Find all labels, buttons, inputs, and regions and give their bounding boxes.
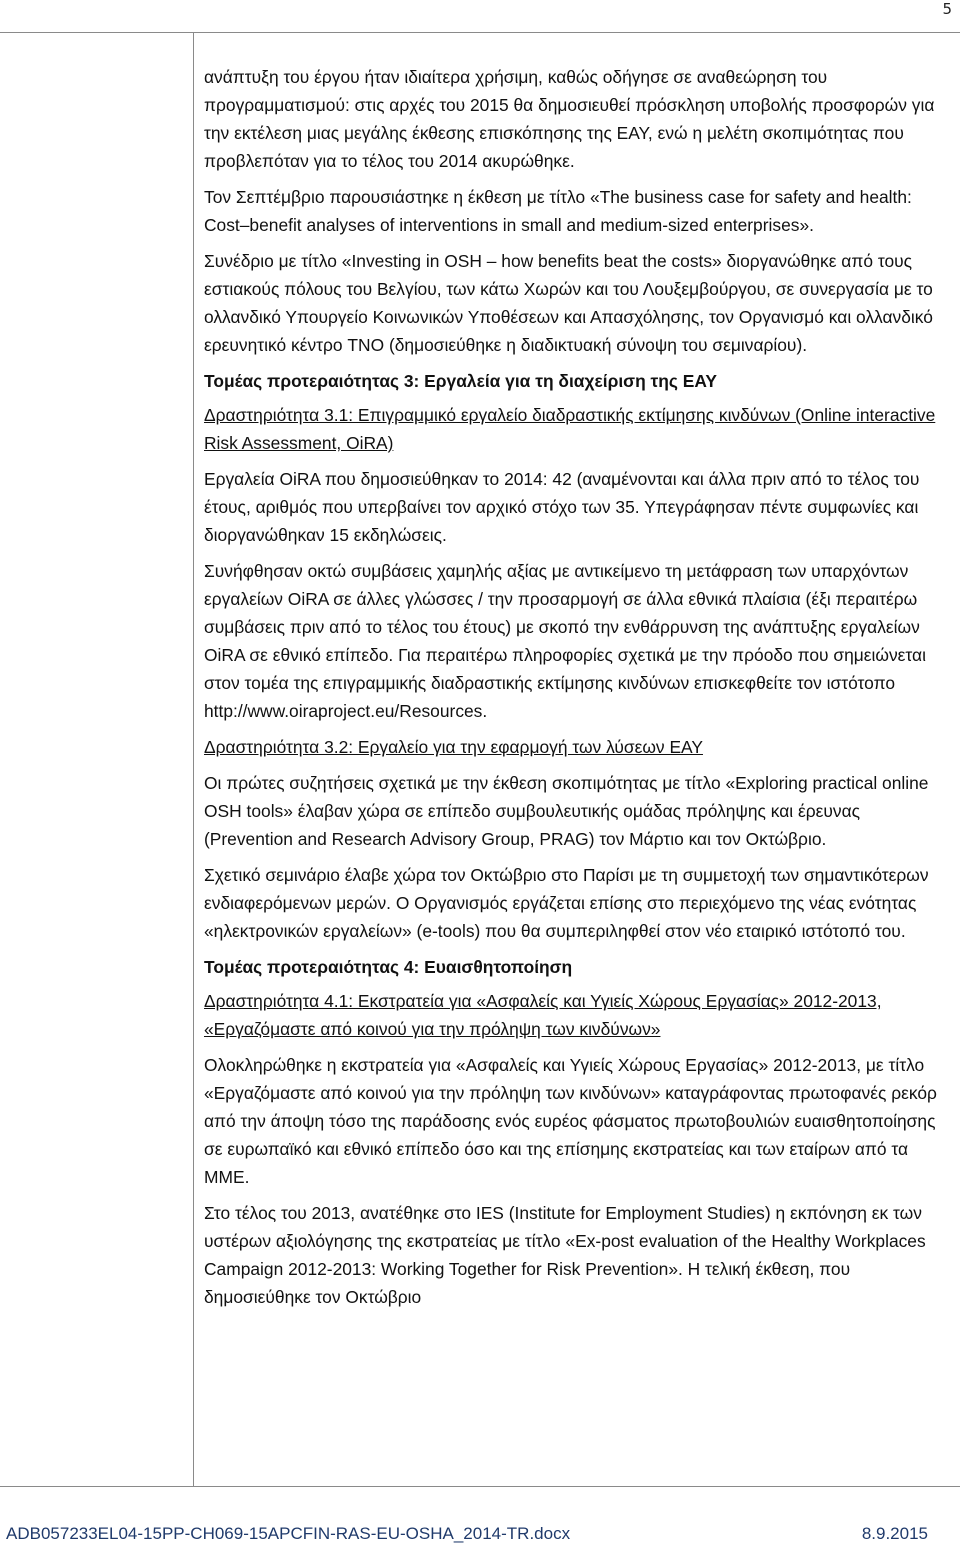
body-paragraph: Συνήφθησαν οκτώ συμβάσεις χαμηλής αξίας με αντικείμενο τη μετάφραση των υπαρχόντων εργαλείων OiRA σε άλλες γλώσσες / την προσαρμογή σε άλλα εθνικά πλαίσια (έξι περαιτέρω συμβάσεις πριν από το τέλος του έτους) με σκοπό την ενθάρρυνση της ανάπτυξης εργαλείων OiRA σε εθνικό επίπεδο. Για περαιτέρω πληροφορίες σχετικά με την πρόοδο που σημειώνεται στον τομέα της επιγραμμικής διαδραστικής εκτίμησης κινδύνων επισκεφθείτε τον ιστότοπο http://www.oiraproject.eu/Resources.: [204, 561, 926, 721]
body-paragraph: Οι πρώτες συζητήσεις σχετικά με την έκθεση σκοπιμότητας με τίτλο «Exploring practical online OSH tools» έλαβαν χώρα σε επίπεδο συμβουλευτικής ομάδας πρόληψης και έρευνας (Prevention and Research Advisory Group, PRAG) τον Μάρτιο και τον Οκτώβριο.: [204, 773, 929, 849]
page-number: 5: [942, 0, 952, 18]
activity-heading: Δραστηριότητα 4.1: Εκστρατεία για «Ασφαλείς και Υγιείς Χώρους Εργασίας» 2012-2013, «Εργαζόμαστε από κοινού για την πρόληψη των κινδύνων»: [204, 991, 882, 1039]
frame-bottom-rule: [0, 1486, 960, 1487]
body-paragraph: Στο τέλος του 2013, ανατέθηκε στο IES (Institute for Employment Studies) η εκπόνηση εκ των υστέρων αξιολόγησης της εκστρατείας με τίτλο «Ex-post evaluation of the Healthy Workplaces Campaign 2012-2013: Working Together for Risk Prevention». Η τελική έκθεση, που δημοσιεύθηκε τον Οκτώβριο: [204, 1203, 926, 1307]
body-paragraph: Σχετικό σεμινάριο έλαβε χώρα τον Οκτώβριο στο Παρίσι με τη συμμετοχή των σημαντικότερων ενδιαφερόμενων μερών. Ο Οργανισμός εργάζεται επίσης στο περιεχόμενο της νέας ενότητας «ηλεκτρονικών εργαλείων» (e-tools) που θα συμπεριληφθεί στον νέο εταιρικό ιστότοπό του.: [204, 865, 929, 941]
body-paragraph: ανάπτυξη του έργου ήταν ιδιαίτερα χρήσιμη, καθώς οδήγησε σε αναθεώρηση του προγραμματισμού: στις αρχές του 2015 θα δημοσιευθεί πρόσκληση υποβολής προσφορών για την εκτέλεση μιας μεγάλης έκθεσης επισκόπησης της ΕΑΥ, ενώ η μελέτη σκοπιμότητας που προβλεπόταν για το τέλος του 2014 ακυρώθηκε.: [204, 67, 935, 171]
body-paragraph: Εργαλεία OiRA που δημοσιεύθηκαν το 2014: 42 (αναμένονται και άλλα πριν από το τέλος του έτους, αριθμός που υπερβαίνει τον αρχικό στόχο των 35. Υπεγράφησαν πέντε συμφωνίες και διοργανώθηκαν 15 εκδηλώσεις.: [204, 469, 920, 545]
activity-heading: Δραστηριότητα 3.2: Εργαλείο για την εφαρμογή των λύσεων ΕΑΥ: [204, 737, 703, 757]
body-paragraph: Ολοκληρώθηκε η εκστρατεία για «Ασφαλείς και Υγιείς Χώρους Εργασίας» 2012-2013, με τίτλο «Εργαζόμαστε από κοινού για την πρόληψη των κινδύνων» καταγράφοντας πρωτοφανές ρεκόρ από την άποψη τόσο της παράδοσης ενός ευρέος φάσματος πρωτοβουλιών ευαισθητοποίησης σε ευρωπαϊκό και εθνικό επίπεδο όσο και της επίσημης εκστρατείας και των εταίρων από τα ΜΜΕ.: [204, 1055, 937, 1187]
frame-top-rule: [0, 32, 960, 33]
activity-heading: Δραστηριότητα 3.1: Επιγραμμικό εργαλείο διαδραστικής εκτίμησης κινδύνων (Online interactive Risk Assessment, OiRA): [204, 405, 936, 453]
section-heading: Τομέας προτεραιότητας 3: Εργαλεία για τη διαχείριση της ΕΑΥ: [204, 371, 717, 391]
footer-date: 8.9.2015: [861, 1524, 928, 1543]
section-heading: Τομέας προτεραιότητας 4: Ευαισθητοποίηση: [204, 957, 573, 977]
body-paragraph: Τον Σεπτέμβριο παρουσιάστηκε η έκθεση με τίτλο «The business case for safety and health: Cost‒benefit analyses of interventions in small and medium-sized enterprises».: [204, 187, 912, 235]
footer-document-id: ADB057233EL04-15PP-CH069-15APCFIN-RAS-EU-OSHA_2014-TR.docx: [6, 1524, 571, 1543]
document-body: [204, 63, 944, 1319]
frame-left-rule: [193, 32, 194, 1486]
body-paragraph: Συνέδριο με τίτλο «Investing in OSH ‒ how benefits beat the costs» διοργανώθηκε από τους εστιακούς πόλους του Βελγίου, των κάτω Χωρών και του Λουξεμβούργου, σε συνεργασία με το ολλανδικό Υπουργείο Κοινωνικών Υποθέσεων και Απασχόλησης, τον Οργανισμό και ολλανδικό ερευνητικό κέντρο TNO (δημοσιεύθηκε η διαδικτυακή σύνοψη του σεμιναρίου).: [204, 251, 933, 355]
